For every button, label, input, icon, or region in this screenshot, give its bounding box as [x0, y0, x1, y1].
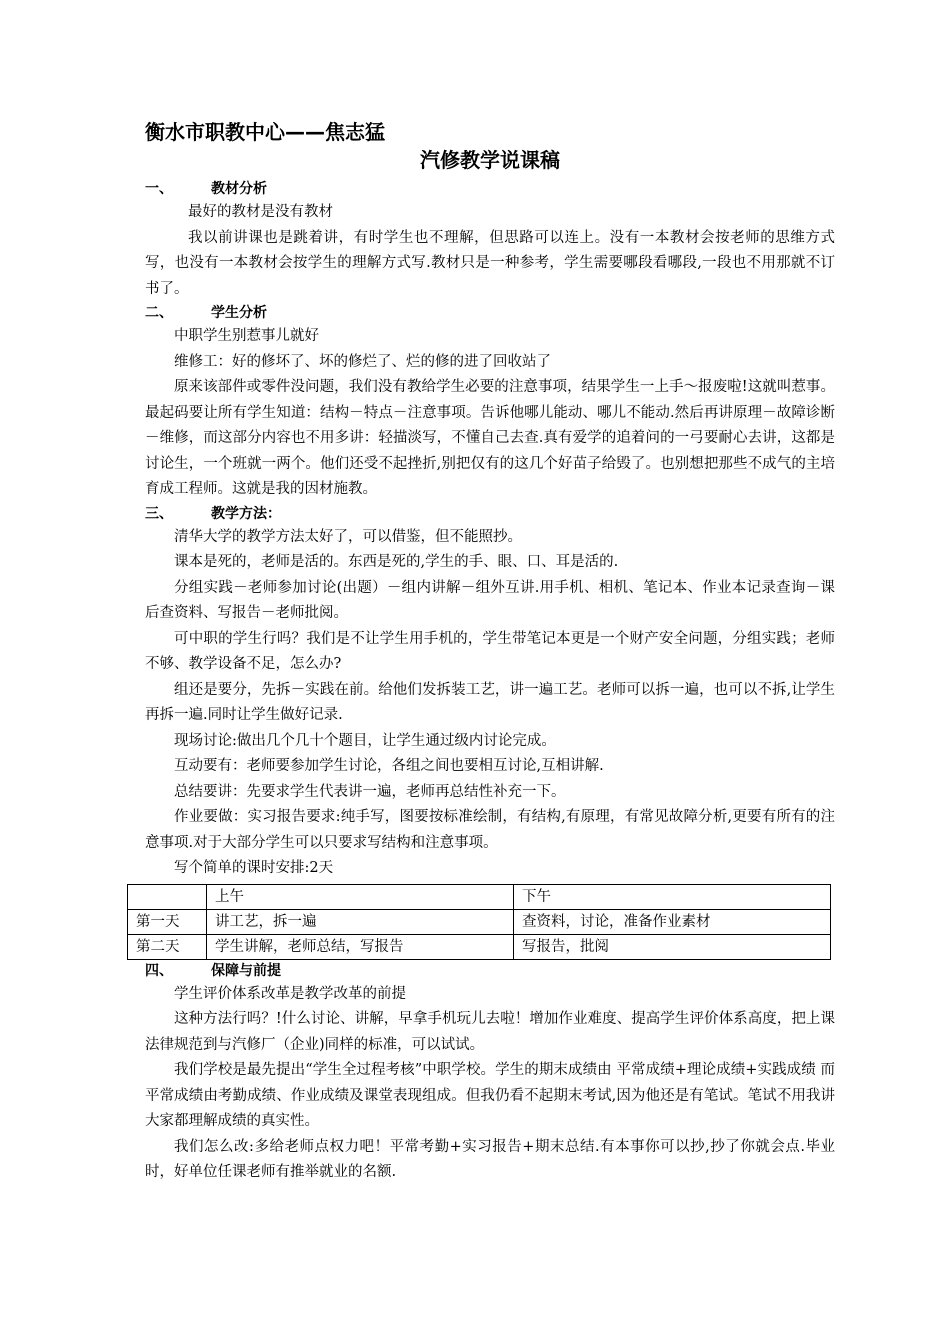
section-title: 教材分析 — [211, 181, 267, 197]
paragraph: 原来该部件或零件没问题，我们没有教给学生必要的注意事项，结果学生一上手～报废啦!这就叫惹事。最起码要让所有学生知道：结构－特点－注意事项。告诉他哪儿能动、哪儿不能动.然后再讲原理－故障诊断－维修，而这部分内容也不用多讲：轻描淡写，不懂自己去查.真有爱学的追着问的一弓要耐心去讲，这都是讨论生，一个班就一两个。他们还受不起挫折,别把仅有的这几个好苗子给毁了。也别想把那些不成气的主培育成工程师。这就是我的因材施教。 — [145, 379, 835, 497]
paragraph: 我们学校是最先提出“学生全过程考核”中职学校。学生的期末成绩由 平常成绩+理论成绩+实践成绩 而平常成绩由考勤成绩、作业成绩及课堂表现组成。但我仍看不起期末考试,因为他还是有笔试。笔试不用我讲大家都理解成绩的真实性。 — [145, 1062, 835, 1129]
section-number: 二、 — [145, 305, 173, 321]
document-page — [136, 118, 835, 1186]
table-row — [128, 934, 831, 959]
table-header-row — [128, 884, 831, 909]
table-cell: 讲工艺，拆一遍 — [207, 909, 514, 934]
section-heading-methods — [145, 503, 835, 525]
section-title: 学生分析 — [211, 305, 267, 321]
section-heading-guarantee — [145, 960, 835, 982]
table-cell: 学生讲解，老师总结，写报告 — [207, 934, 514, 959]
author-line: 衡水市职教中心——焦志猛 — [145, 120, 385, 144]
table-cell: 写报告，批阅 — [514, 934, 831, 959]
paragraph: 分组实践－老师参加讨论(出题）－组内讲解－组外互讲.用手机、相机、笔记本、作业本记录查询－课后查资料、写报告－老师批阅。 — [145, 579, 835, 621]
table-cell: 下午 — [514, 884, 831, 909]
paragraph: 我们怎么改:多给老师点权力吧！平常考勤+实习报告+期末总结.有本事你可以抄,抄了你就会点.毕业时，好单位任课老师有推举就业的名额. — [145, 1138, 835, 1180]
paragraph: 互动要有：老师要参加学生讨论，各组之间也要相互讨论,互相讲解. — [174, 758, 604, 774]
paragraph: 写个简单的课时安排:2天 — [174, 860, 334, 876]
paragraph: 总结要讲：先要求学生代表讲一遍，老师再总结性补充一下。 — [174, 783, 566, 800]
section-heading-materials — [145, 178, 835, 200]
paragraph: 这种方法行吗？!什么讨论、讲解，早拿手机玩儿去啦！增加作业难度、提高学生评价体系高度，把上课法律规范到与汽修厂（企业)同样的标准，可以试试。 — [145, 1011, 835, 1053]
paragraph: 课本是死的，老师是活的。东西是死的,学生的手、眼、口、耳是活的. — [174, 554, 619, 570]
table-cell: 查资料，讨论，准备作业素材 — [514, 909, 831, 934]
paragraph: 我以前讲课也是跳着讲，有时学生也不理解，但思路可以连上。没有一本教材会按老师的思维方式写，也没有一本教材会按学生的理解方式写.教材只是一种参考，学生需要哪段看哪段,一段也不用那就不订书了。 — [145, 229, 835, 297]
paragraph: 学生评价体系改革是教学改革的前提 — [174, 985, 406, 1002]
section-number: 一、 — [145, 181, 173, 197]
schedule-table — [127, 884, 831, 960]
paragraph: 中职学生别惹事儿就好 — [174, 328, 319, 344]
section-title: 教学方法： — [211, 505, 281, 522]
table-row — [128, 909, 831, 934]
paragraph: 现场讨论:做出几个几十个题目，让学生通过级内讨论完成。 — [174, 732, 556, 749]
section-number: 三、 — [145, 505, 173, 522]
table-cell — [128, 884, 207, 909]
document-title: 汽修教学说课稿 — [420, 148, 560, 172]
section-number: 四、 — [145, 962, 173, 979]
paragraph: 维修工：好的修坏了、坏的修烂了、烂的修的进了回收站了 — [174, 353, 551, 370]
table-cell: 上午 — [207, 884, 514, 909]
paragraph: 作业要做：实习报告要求:纯手写，图要按标准绘制，有结构,有原理，有常见故障分析,更要有所有的注意事项.对于大部分学生可以只要求写结构和注意事项。 — [145, 809, 835, 851]
paragraph: 组还是要分，先拆－实践在前。给他们发拆装工艺，讲一遍工艺。老师可以拆一遍，也可以不拆,让学生再拆一遍.同时让学生做好记录. — [145, 681, 835, 723]
paragraph: 最好的教材是没有教材 — [188, 204, 333, 220]
section-heading-students — [145, 302, 835, 324]
table-cell: 第二天 — [128, 934, 207, 959]
table-cell: 第一天 — [128, 909, 207, 934]
paragraph: 清华大学的教学方法太好了，可以借鉴，但不能照抄。 — [174, 528, 522, 545]
paragraph: 可中职的学生行吗？我们是不让学生用手机的，学生带笔记本更是一个财产安全问题，分组实践；老师不够、教学设备不足，怎么办? — [145, 630, 835, 672]
section-title: 保障与前提 — [211, 962, 281, 979]
